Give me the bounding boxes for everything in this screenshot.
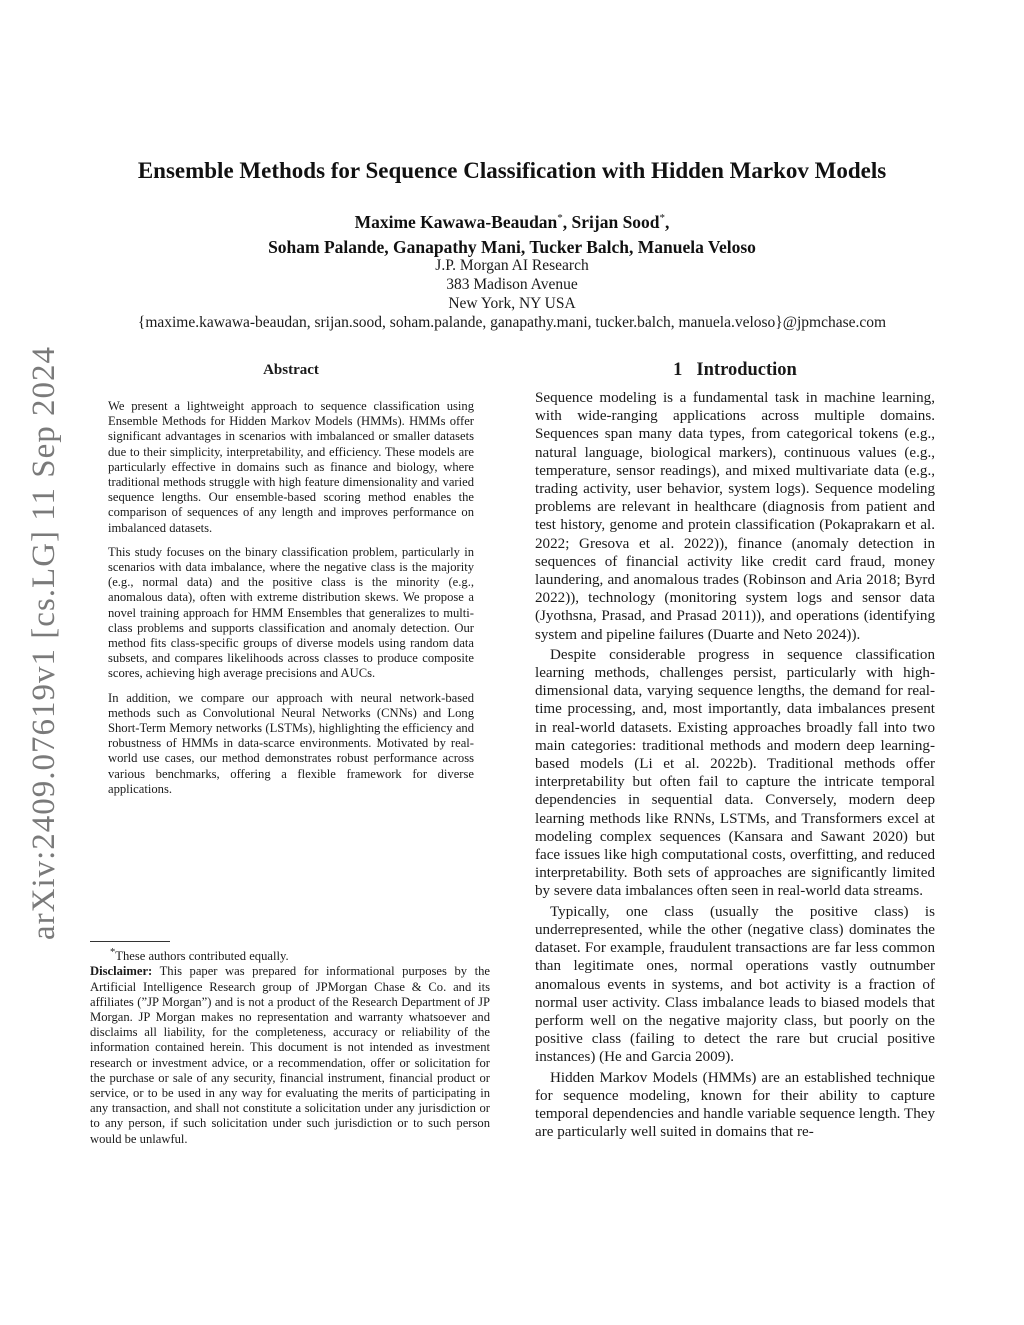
abstract-heading: Abstract [263,362,319,378]
affiliation-org: J.P. Morgan AI Research [435,257,589,274]
author-kawawa-beaudan: Maxime Kawawa-Beaudan [354,211,558,232]
arxiv-identifier: arXiv:2409.07619v1 [cs.LG] 11 Sep 2024 [26,345,62,940]
disclaimer-label: Disclaimer: [90,964,153,979]
equal-contribution-mark: * [659,212,666,224]
paper-title: Ensemble Methods for Sequence Classification with Hidden Markov Models [137,158,887,183]
affiliation-city: New York, NY USA [448,295,576,312]
author-line-2: Soham Palande, Ganapathy Mani, Tucker Balch, Manuela Veloso [268,236,756,257]
disclaimer-text: This paper was prepared for informational purposes by the Artificial Intelligence Research group of JPMorgan Chase & Co. and its affiliates (”JP Morgan”) and is not a product of the Research Department of JP Morgan. JP Morgan makes no representation and warranty whatsoever and disclaims all liability, for the completeness, accuracy or reliability of the information contained herein. This document is not intended as investment research or investment advice, or a recommendation, offer or solicitation for the purchase or sale of any security, financial instrument, financial product or service, or to be used in any way for evaluating the merits of participating in any transaction, and shall not constitute a solicitation under any jurisdiction or to any person, if such solicitation under such jurisdiction or to such person would be unlawful. [90,964,490,1146]
abstract-paragraph: We present a lightweight approach to sequence classification using Ensemble Methods for Hidden Markov Models (HMMs). HMMs offer significant advantages in scenarios with imbalanced or smaller datasets due to their simplicity, interpretability, and efficiency. These models are particularly effective in domains such as finance and biology, where traditional methods struggle with high feature dimensionality and varied sequence lengths. Our ensemble-based scoring method enables the comparison of sequences of any length and improves performance on imbalanced datasets. [108,399,474,535]
section-heading [535,360,935,381]
author-separator: , [665,211,670,232]
affiliation-street: 383 Madison Avenue [446,276,578,293]
section-number: 1 [673,360,683,380]
disclaimer-footnote [90,964,490,1146]
intro-paragraph: Sequence modeling is a fundamental task in machine learning, with wide-ranging applications across multiple domains. Sequences span many data types, from categorical tokens (e.g., natural language, biological markers), continuous values (e.g., temperature, sensor readings), and mixed multivariate data (e.g., trading activity, user behavior, system logs). Sequence modeling problems are relevant in healthcare (diagnosis from patient and test history, genome and protein classification (Pokaprakarn et al. 2022; Gresova et al. 2022)), finance (anomaly detection in sequences of financial activity like credit card fraud, money laundering, and anomalous trades (Robinson and Aria 2018; Byrd 2022)), technology (monitoring system logs and sensor data (Jyothsna, Prasad, and Prasad 2011)), and operations (identifying system and pipeline failures (Duarte and Neto 2024)). [535,390,935,643]
author-line-1 [0,206,1024,235]
footnote-block [90,941,490,1147]
section-title: Introduction [696,360,797,380]
intro-paragraph: Typically, one class (usually the positive class) is underrepresented, while the other (negative class) dominates the dataset. For example, fraudulent transactions are far less common than legitimate ones, normal operations vastly outnumber anomalous events in systems, and bot activity is a fraction of normal user activity. Class imbalance leads to biased models that perform well on the negative majority class, but poorly on the positive class (failing to detect the rare but crucial positive instances) (He and Garcia 2009). [535,903,935,1066]
footnote-rule [90,941,170,942]
intro-paragraph: Despite considerable progress in sequence classification learning methods, challenges persist, particularly with high-dimensional data, varying sequence lengths, the demand for real-time processing, and, most importantly, data imbalances present in real-world datasets. Existing approaches broadly fall into two main categories: traditional methods and modern deep learning-based models (Li et al. 2022b). Traditional methods offer interpretability but often fail to capture the intricate temporal dependencies in sequential data. Conversely, modern deep learning methods like RNNs, LSTMs, and Transformers excel at modeling complex sequences (Kansara and Sawant 2020) but face issues like high computational costs, overfitting, and reduced interpretability. Both sets of approaches are significantly limited by severe data imbalances often seen in real-world data streams. [535,646,935,900]
author-sood: , Srijan Sood [562,211,660,232]
affiliation-block [0,256,1024,332]
footnote-mark: * [110,947,116,958]
abstract-paragraph: In addition, we compare our approach with neural network-based methods such as Convolutional Neural Networks (CNNs) and Long Short-Term Memory networks (LSTMs), highlighting the efficiency and robustness of HMMs in data-scarce environments. Motivated by real-world use cases, our method demonstrates robust performance across various benchmarks, offering a flexible framework for diverse applications. [108,690,474,796]
author-list [0,206,1024,260]
intro-paragraph: Hidden Markov Models (HMMs) are an established technique for sequence modeling, known for their ability to capture temporal dependencies and handle variable sequence length. They are particularly well suited in domains that re- [535,1069,935,1141]
author-emails: {maxime.kawawa-beaudan, srijan.sood, soham.palande, ganapathy.mani, tucker.balch, manuela.veloso}@jpmchase.com [137,314,887,331]
equal-contribution-mark: * [557,212,563,224]
abstract-section [108,362,474,806]
equal-contribution-footnote [90,945,490,964]
introduction-section [535,360,935,1143]
footnote-text: These authors contributed equally. [115,949,289,964]
abstract-paragraph: This study focuses on the binary classification problem, particularly in scenarios with data imbalance, where the negative class is the majority (e.g., normal data) and the positive class is the minority (e.g., anomalous data), often with extreme distribution skews. We propose a novel training approach for HMM Ensembles that generalizes to multi-class problems and supports classification and anomaly detection. Our method fits class-specific groups of diverse models using random data subsets, and compares likelihoods across classes to produce composite scores, achieving high average precisions and AUCs. [108,544,474,681]
